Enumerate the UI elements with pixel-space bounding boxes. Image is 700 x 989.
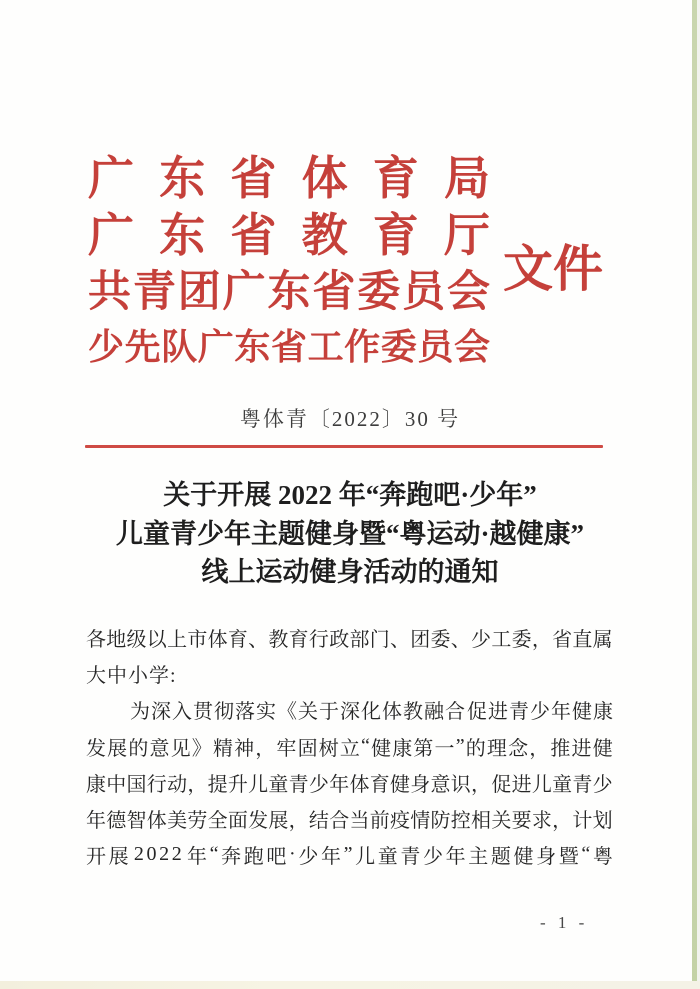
title-line: 儿童青少年主题健身暨“粤运动·越健康” bbox=[115, 518, 584, 549]
document-body bbox=[86, 619, 613, 873]
body-text-line: 开 展 2 0 2 2 年 “ 奔 跑 吧 · 少 年 ” 儿 童 青 少 年 主 题 健 身 暨 “ 粤 bbox=[86, 843, 613, 869]
title-line: 线上运动健身活动的通知 bbox=[201, 557, 499, 587]
body-text-line: 为 深 入 贯 彻 落 实 《 关 于 深 化 体 教 融 合 促 进 青 少 年 健 康 bbox=[130, 701, 613, 724]
page-number: - 1 - bbox=[540, 913, 589, 932]
body-text-line: 康 中 国 行 动 ， 提 升 儿 童 青 少 年 体 育 健 身 意 识 ， 促 进 儿 童 青 少 bbox=[86, 773, 613, 796]
org-name-line: 广 东 省 教 育 厅 bbox=[88, 209, 490, 261]
scan-edge-bottom bbox=[0, 981, 700, 989]
red-divider-rule bbox=[85, 445, 603, 448]
body-text-line: 大中小学: bbox=[86, 664, 177, 687]
body-text-line: 各 地 级 以 上 市 体 育 、 教 育 行 政 部 门 、 团 委 、 少 工 委 ， 省 直 属 bbox=[86, 628, 613, 651]
letterhead-org-block bbox=[88, 146, 490, 372]
org-name-line: 少 先 队 广 东 省 工 作 委 员 会 bbox=[88, 327, 490, 367]
org-name-line: 广 东 省 体 育 局 bbox=[88, 152, 490, 204]
document-type-label: 文件 bbox=[503, 241, 603, 297]
document-title bbox=[0, 476, 700, 592]
body-text-line: 发 展 的 意 见 》 精 神 ， 牢 固 树 立 “ 健 康 第 一 ” 的 理 念 ， 推 进 健 bbox=[86, 734, 613, 760]
document-number: 粤体青〔2022〕30 号 bbox=[239, 407, 461, 431]
title-line: 关于开展 2022 年“奔跑吧·少年” bbox=[163, 480, 537, 510]
body-text-line: 年 德 智 体 美 劳 全 面 发 展 ， 结 合 当 前 疫 情 防 控 相 关 要 求 ， 计 划 bbox=[86, 810, 613, 833]
org-name-line: 共 青 团 广 东 省 委 员 会 bbox=[88, 269, 490, 316]
